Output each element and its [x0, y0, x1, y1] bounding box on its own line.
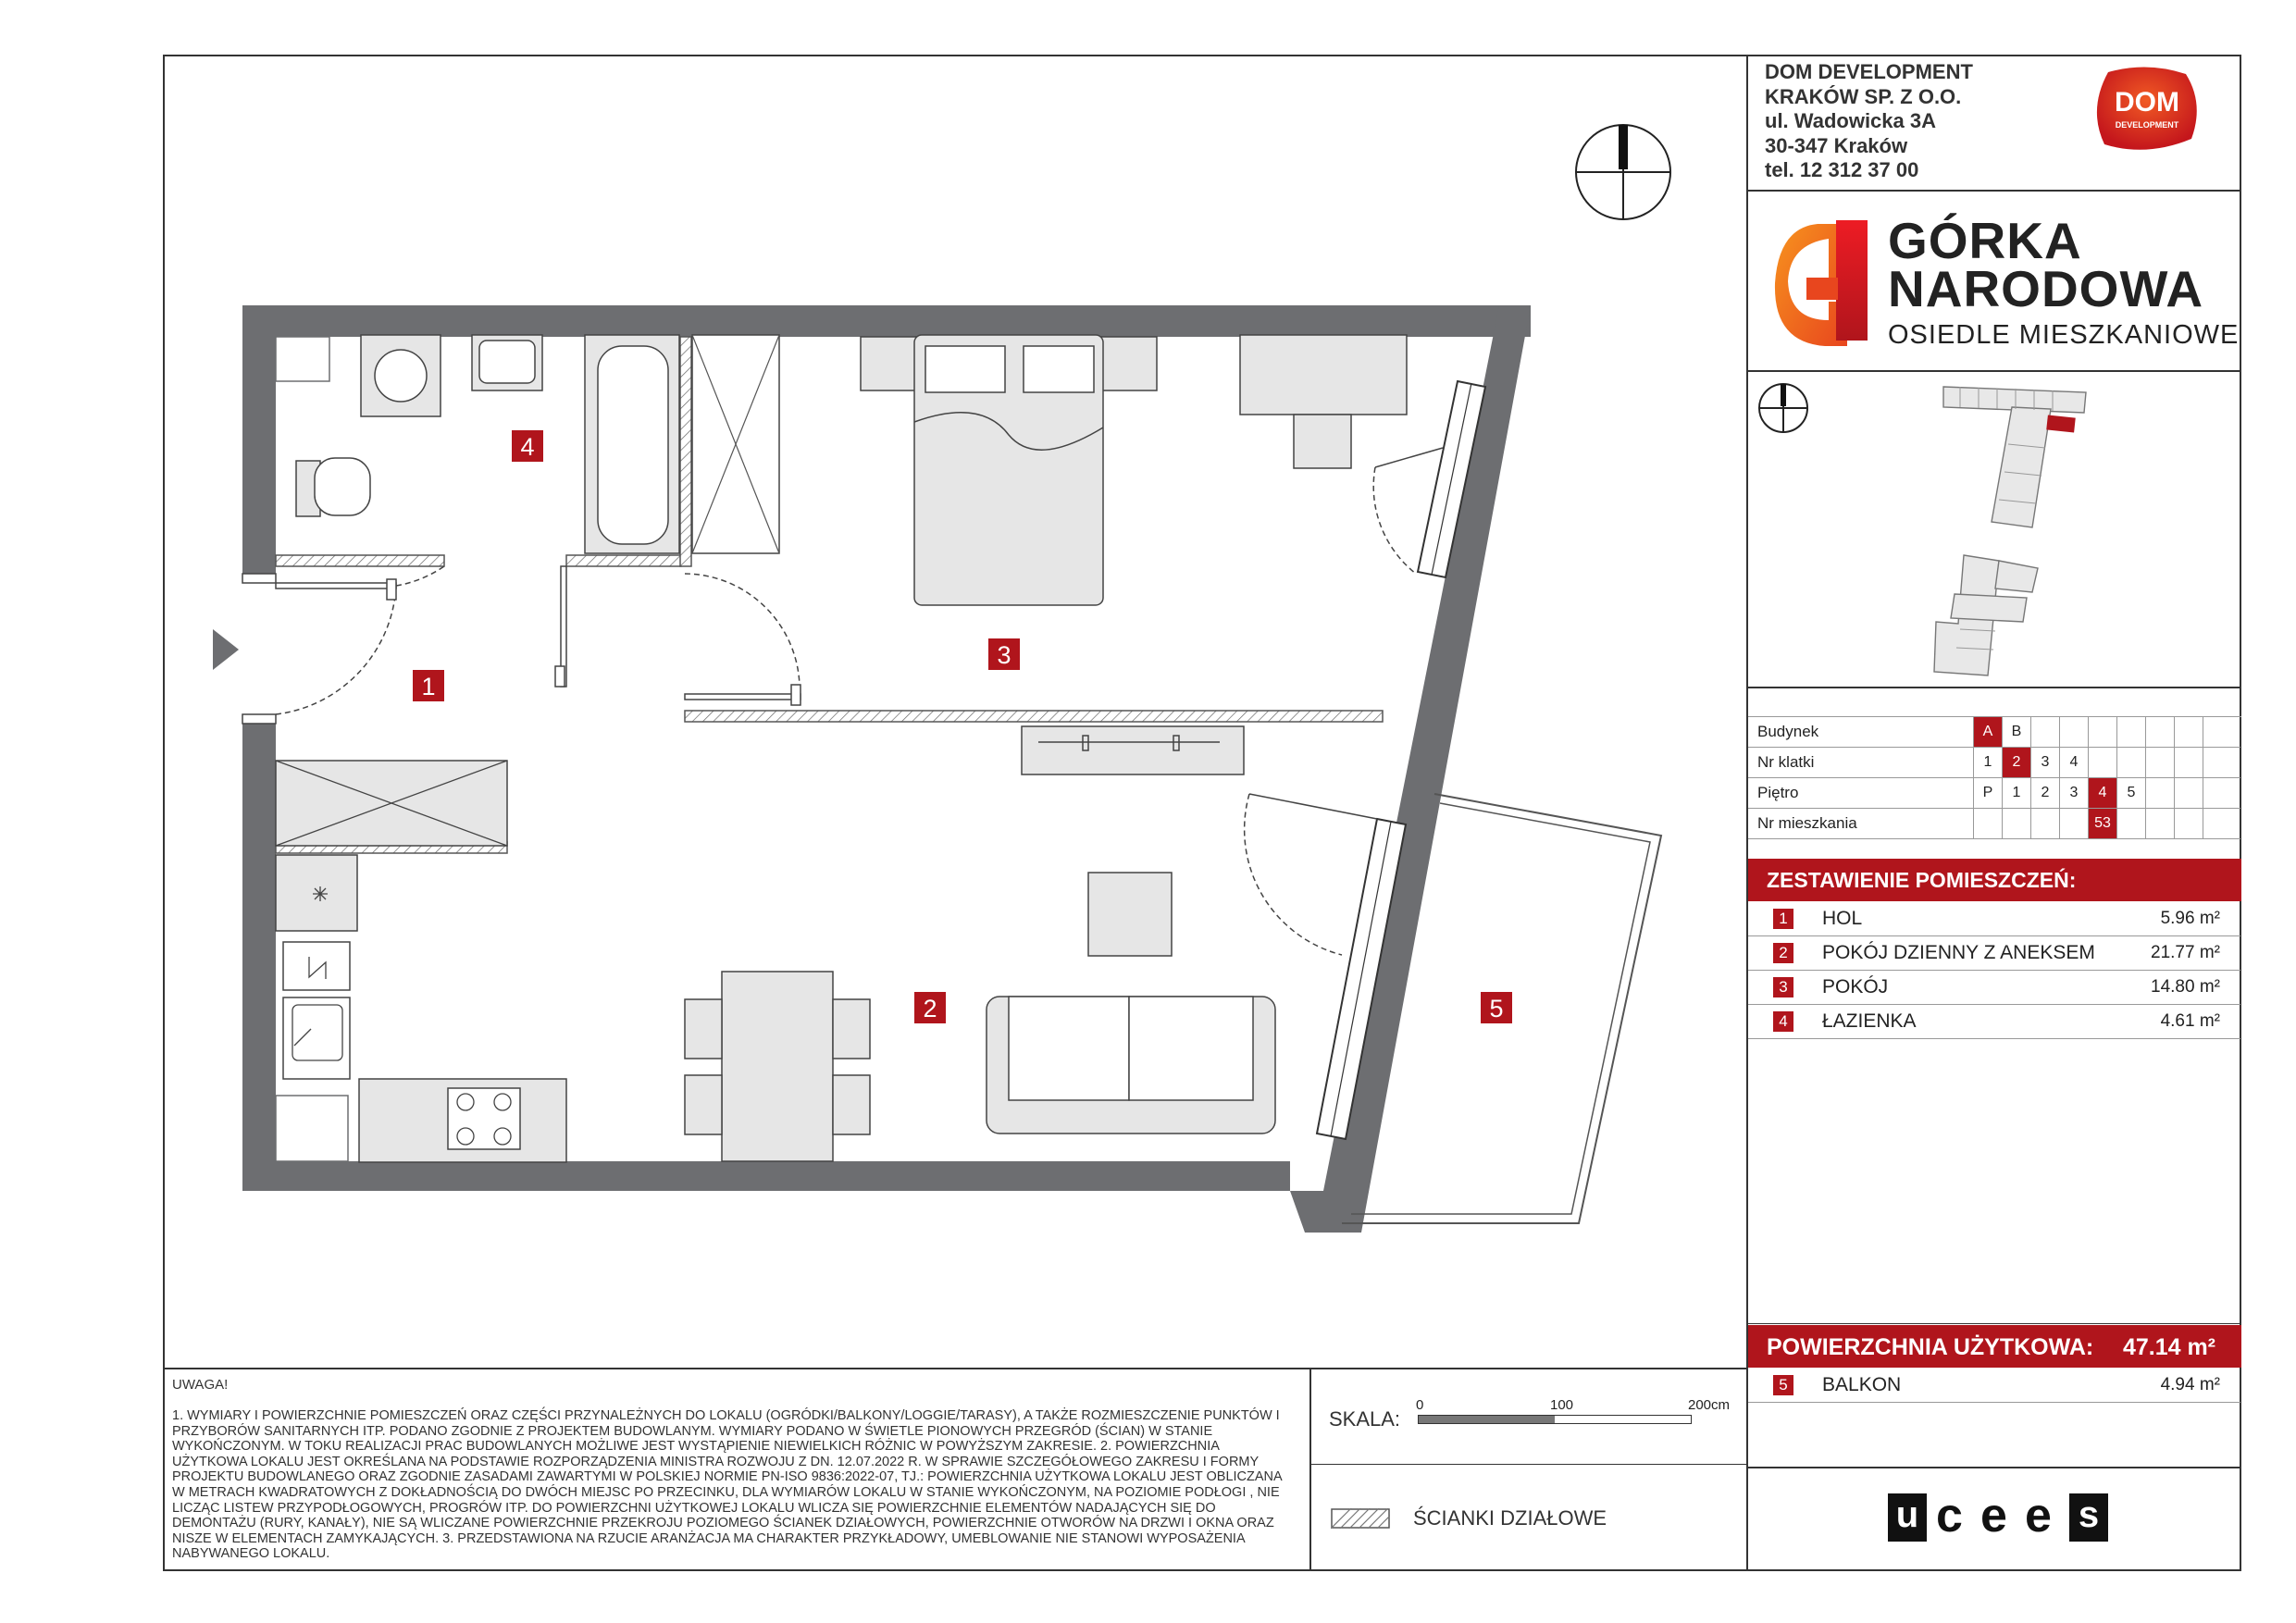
selector-cell: 1	[2002, 778, 2030, 808]
selector-cell	[2203, 748, 2231, 777]
selector-cell: B	[2002, 717, 2030, 747]
rooms-header	[1748, 859, 2241, 901]
selector-cell	[2030, 809, 2059, 838]
ucees-letter: e	[1980, 1489, 2007, 1542]
key-plan-compass-icon	[1756, 381, 1810, 435]
room-number-badge: 1	[1773, 909, 1793, 929]
notes-title: UWAGA!	[172, 1377, 229, 1393]
selector-cell	[2174, 717, 2203, 747]
scale-bar-filled	[1419, 1416, 1555, 1423]
room-number-badge: 5	[1773, 1375, 1793, 1395]
room-number-badge: 4	[1773, 1011, 1793, 1032]
project-name-line2: NARODOWA	[1888, 260, 2204, 317]
project-subtitle: OSIEDLE MIESZKANIOWE	[1888, 320, 2240, 350]
selector-label: Nr klatki	[1757, 753, 1815, 771]
selector-cell: 3	[2059, 778, 2088, 808]
plan-label-2: 2	[923, 995, 937, 1022]
divider-notes	[163, 1368, 1748, 1369]
rooms-header-text: ZESTAWIENIE POMIESZCZEŃ:	[1767, 868, 2077, 892]
selector-cell: A	[1973, 717, 2002, 747]
developer-address	[1765, 60, 1973, 183]
rooms-list	[1748, 902, 2241, 1041]
selector-label: Piętro	[1757, 784, 1799, 801]
room-name: BALKON	[1822, 1374, 1902, 1395]
legend-label: ŚCIANKI DZIAŁOWE	[1413, 1506, 1607, 1530]
scale-bar	[1418, 1415, 1692, 1424]
selector-cell	[2059, 809, 2088, 838]
selector-cell	[2116, 809, 2145, 838]
partition-wall-legend-icon	[1331, 1508, 1390, 1529]
room-area: 14.80 m²	[2151, 977, 2220, 997]
developer-line: tel. 12 312 37 00	[1765, 158, 1919, 181]
panel-divider	[1748, 687, 2241, 688]
room-area: 5.96 m²	[2160, 909, 2220, 928]
selector-cell: 2	[2030, 778, 2059, 808]
selector-label: Nr mieszkania	[1757, 814, 1857, 832]
plan-label-3: 3	[997, 641, 1011, 669]
ucees-letter: e	[2025, 1489, 2052, 1542]
panel-divider	[1748, 1323, 2241, 1324]
usable-area-label: POWIERZCHNIA UŻYTKOWA:	[1767, 1334, 2094, 1360]
selector-label: Budynek	[1757, 723, 1819, 740]
selector-cell	[2059, 717, 2088, 747]
usable-area-bar	[1748, 1325, 2241, 1368]
selector-cell: 53	[2088, 809, 2116, 838]
room-area: 4.94 m²	[2160, 1375, 2220, 1394]
dom-development-logo	[2090, 67, 2204, 154]
selector-row-staircase	[1748, 748, 2240, 778]
room-row	[1748, 936, 2240, 971]
balcony-row	[1748, 1369, 2240, 1403]
selector-cell: P	[1973, 778, 2002, 808]
selector-cell	[2174, 748, 2203, 777]
selector-row-floor	[1748, 778, 2240, 809]
divider-scale-legend	[1309, 1464, 1746, 1465]
room-row	[1748, 971, 2240, 1005]
plan-label-1: 1	[421, 673, 436, 700]
unit-selector-grid	[1748, 716, 2241, 839]
logo-text-dom: DOM	[2115, 87, 2179, 118]
scale-label: SKALA:	[1329, 1407, 1401, 1431]
scale-tick-100: 100	[1550, 1397, 1574, 1413]
selector-cell	[2203, 717, 2231, 747]
ucees-letter: u	[1888, 1493, 1927, 1542]
notes-text: 1. WYMIARY I POWIERZCHNIE POMIESZCZEŃ ORAZ CZĘŚCI PRZYNALEŻNYCH DO LOKALU (OGRÓDKI/BALKONY/LOGGIE/TARASY), A TAKŻE ROZMIESZCZENIE PUNKTÓW I PRZYBORÓW SANITARNYCH ITP. PODANO ZGODNIE Z PROJEKTEM BUDOWLANYM. WYMIARY PODANO W ŚWIETLE PIONOWYCH PRZEGRÓD (ŚCIAN) W STANIE WYKOŃCZONYM. W TOKU REALIZACJI PRAC BUDOWLANYCH MOŻLIWE JEST WYSTĄPIENIE NIEWIELKICH RÓŻNIC W POWYŻSZYM ZAKRESIE. 2. POWIERZCHNIA UŻYTKOWA LOKALU JEST OKREŚLANA NA PODSTAWIE ROZPORZĄDZENIA MINISTRA ROZWOJU Z DN. 12.07.2022 R. W SPRAWIE SZCZEGÓŁOWEGO ZAKRESU I FORMY PROJEKTU BUDOWLANEGO ORAZ ZGODNIE ZASADAMI ZAWARTYMI W POLSKIEJ NORMIE PN-ISO 9836:2022-07, TJ.: POWIERZCHNIA UŻYTKOWA LOKALU JEST OBLICZANA W METRACH KWADRATOWYCH Z DOKŁADNOŚCIĄ DO DWÓCH MIEJSC PO PRZECINKU, DLA WYMIARÓW LOKALU W STANIE WYKOŃCZONYM, NA POZIOMIE PODŁOGI , NIE LICZĄC LISTEW PRZYPODŁOGOWYCH, PROGRÓW ITP. DO POWIERZCHNI UŻYTKOWEJ LOKALU WLICZA SIĘ POWIERZCHNIE ELEMENTÓW NADAJĄCYCH SIĘ DO DEMONTAŻU (RURY, KANAŁY), NIE SĄ WLICZANE POWIERZCHNIE PRZEKROJU POZIOMEGO ŚCIANEK DZIAŁOWYCH, POWIERZCHNIE OTWORÓW NA DRZWI I OKNA ORAZ NISZE W ELEMENTACH ZAMYKAJĄCYCH. 3. PRZEDSTAWIONA NA RZUCIE ARANŻACJA MA CHARAKTER PRZYKŁADOWY, UMEBLOWANIE NIE STANOWI WYPOSAŻENIA NABYWANEGO LOKALU.	[172, 1408, 1282, 1562]
selector-cell: 4	[2059, 748, 2088, 777]
selector-cell	[2145, 748, 2174, 777]
selector-cell: 4	[2088, 778, 2116, 808]
selector-cell	[2203, 809, 2231, 838]
room-row	[1748, 902, 2240, 936]
selector-cell	[2116, 748, 2145, 777]
selector-cell	[1973, 809, 2002, 838]
panel-divider	[1748, 1467, 2241, 1468]
room-number-badge: 3	[1773, 977, 1793, 997]
selector-cell	[2002, 809, 2030, 838]
room-area: 4.61 m²	[2160, 1011, 2220, 1031]
room-row	[1748, 1005, 2240, 1039]
selector-cell	[2174, 778, 2203, 808]
key-plan-map	[1923, 379, 2108, 685]
north-compass-icon	[1573, 122, 1673, 222]
selector-cell: 3	[2030, 748, 2059, 777]
developer-line: 30-347 Kraków	[1765, 133, 1908, 157]
selector-cell	[2116, 717, 2145, 747]
selector-cell	[2088, 717, 2116, 747]
developer-line: KRAKÓW SP. Z O.O.	[1765, 84, 1962, 108]
scale-tick-0: 0	[1416, 1397, 1424, 1413]
project-name-line1: GÓRKA	[1888, 212, 2082, 269]
panel-divider	[1748, 370, 2241, 372]
logo-text-development: DEVELOPMENT	[2115, 120, 2179, 130]
developer-line: ul. Wadowicka 3A	[1765, 109, 1937, 132]
room-name: ŁAZIENKA	[1822, 1010, 1917, 1032]
developer-line: DOM DEVELOPMENT	[1765, 60, 1973, 83]
room-name: HOL	[1822, 908, 1863, 929]
room-number-badge: 2	[1773, 943, 1793, 963]
floor-plan	[185, 278, 1684, 1258]
plan-label-5: 5	[1489, 995, 1504, 1022]
selector-cell	[2030, 717, 2059, 747]
gorka-narodowa-logo	[1773, 220, 1875, 350]
selector-cell	[2088, 748, 2116, 777]
selector-row-apartment	[1748, 809, 2240, 839]
plan-label-4: 4	[520, 433, 535, 461]
room-name: POKÓJ	[1822, 976, 1889, 997]
panel-divider	[1748, 190, 2241, 192]
usable-area-value: 47.14 m²	[2122, 1334, 2215, 1360]
selector-cell	[2203, 778, 2231, 808]
selector-cell: 5	[2116, 778, 2145, 808]
ucees-letter: c	[1936, 1489, 1963, 1542]
selector-cell	[2145, 809, 2174, 838]
ucees-letter: s	[2069, 1493, 2108, 1542]
divider-notes-scale	[1309, 1368, 1311, 1571]
selector-cell: 1	[1973, 748, 2002, 777]
selector-cell	[2174, 809, 2203, 838]
room-area: 21.77 m²	[2151, 943, 2220, 962]
room-name: POKÓJ DZIENNY Z ANEKSEM	[1822, 942, 2095, 963]
selector-cell: 2	[2002, 748, 2030, 777]
ucees-logo	[1888, 1489, 2110, 1543]
selector-cell	[2145, 778, 2174, 808]
scale-tick-200: 200cm	[1688, 1397, 1731, 1413]
selector-row-building	[1748, 717, 2240, 748]
selector-cell	[2145, 717, 2174, 747]
